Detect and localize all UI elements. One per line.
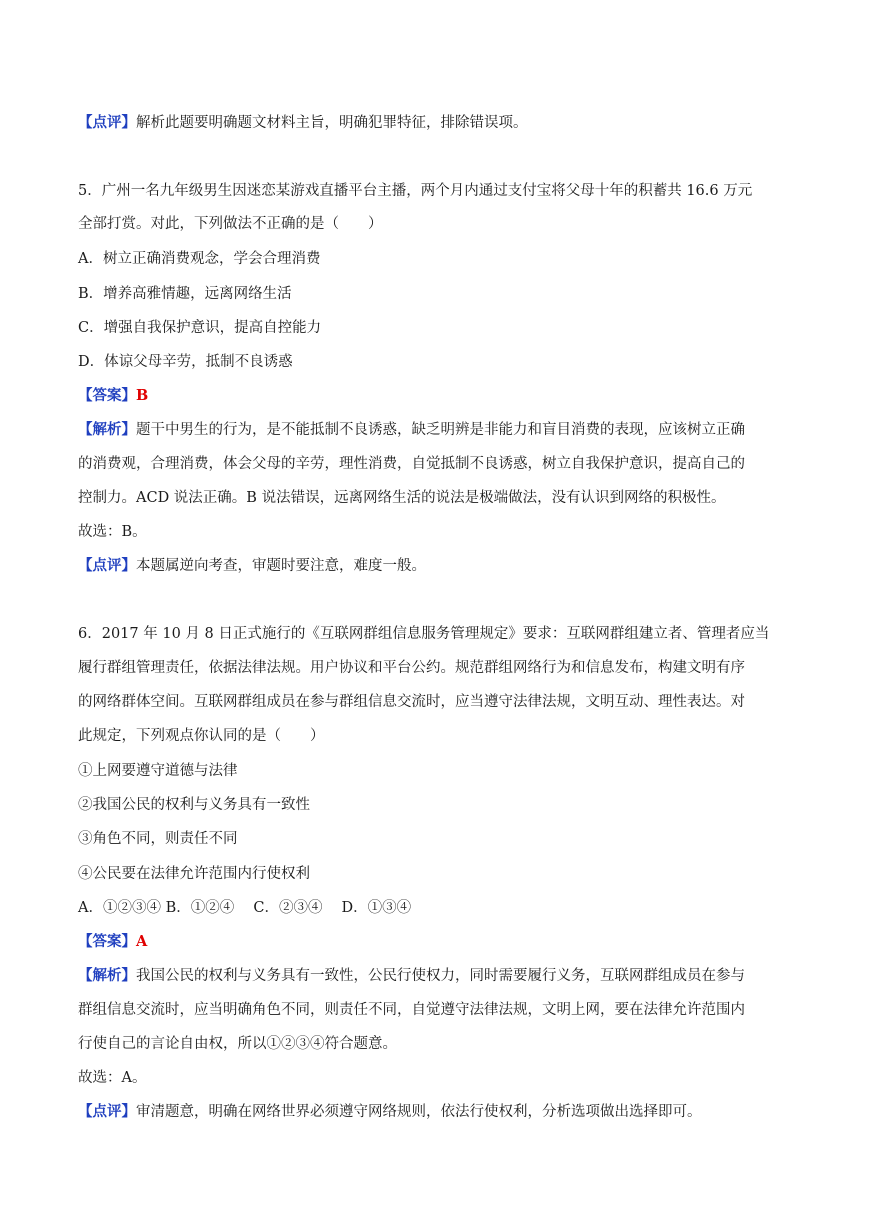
answer-tag: 【答案】 (78, 387, 136, 404)
q6-analysis-line-3: 行使自己的言论自由权，所以①②③④符合题意。 (78, 1036, 397, 1052)
q6-statement-4: ④公民要在法律允许范围内行使权利 (78, 866, 310, 882)
q6-statement-2: ②我国公民的权利与义务具有一致性 (78, 797, 310, 813)
q6-statement-1: ①上网要遵守道德与法律 (78, 763, 238, 779)
comment-text: 本题属逆向考查，审题时要注意，难度一般。 (136, 558, 426, 574)
q6-stem-line-4: 此规定，下列观点你认同的是（ ） (78, 728, 325, 744)
analysis-tag: 【解析】 (78, 421, 136, 438)
q5-analysis-line-2: 的消费观，合理消费，体会父母的辛劳，理性消费，自觉抵制不良诱惑，树立自我保护意识，提高自己的 (78, 456, 745, 472)
q6-answer (78, 932, 147, 952)
q6-choose: 故选：A。 (78, 1070, 147, 1086)
q5-comment (78, 556, 426, 576)
q5-analysis-line-3: 控制力。ACD 说法正确。B 说法错误，远离网络生活的说法是极端做法，没有认识到网络的积极性。 (78, 490, 726, 506)
comment-text: 审清题意，明确在网络世界必须遵守网络规则，依法行使权利，分析选项做出选择即可。 (136, 1104, 702, 1120)
q5-stem-line-1: 5．广州一名九年级男生因迷恋某游戏直播平台主播，两个月内通过支付宝将父母十年的积蓄共 16.6 万元 (78, 183, 753, 199)
q5-stem-line-2: 全部打赏。对此，下列做法不正确的是（ ） (78, 216, 383, 232)
q6-statement-3: ③角色不同，则责任不同 (78, 831, 238, 847)
q5-option-a: A．树立正确消费观念，学会合理消费 (78, 251, 321, 267)
analysis-tag: 【解析】 (78, 967, 136, 984)
answer-tag: 【答案】 (78, 933, 136, 950)
q4-comment (78, 113, 528, 133)
q5-answer (78, 386, 148, 406)
q6-analysis-line-2: 群组信息交流时，应当明确角色不同，则责任不同，自觉遵守法律法规，文明上网，要在法律允许范围内 (78, 1002, 745, 1018)
q5-option-b: B．增养高雅情趣，远离网络生活 (78, 286, 292, 302)
answer-value: A (136, 933, 148, 950)
q6-stem-line-3: 的网络群体空间。互联网群组成员在参与群组信息交流时，应当遵守法律法规，文明互动、理性表达。对 (78, 694, 745, 710)
q5-choose: 故选：B。 (78, 524, 147, 540)
q5-option-d: D．体谅父母辛劳，抵制不良诱惑 (78, 354, 293, 370)
comment-text: 解析此题要明确题文材料主旨，明确犯罪特征，排除错误项。 (136, 115, 528, 131)
q6-options: A．①②③④ B．①②④ C．②③④ D．①③④ (78, 900, 412, 916)
q6-analysis-line-1 (78, 966, 745, 986)
q6-stem-line-2: 履行群组管理责任，依据法律法规。用户协议和平台公约。规范群组网络行为和信息发布，构建文明有序 (78, 660, 745, 676)
answer-value: B (136, 387, 149, 404)
analysis-text: 题干中男生的行为，是不能抵制不良诱惑，缺乏明辨是非能力和盲目消费的表现，应该树立正确 (136, 422, 745, 438)
comment-tag: 【点评】 (78, 114, 136, 131)
q6-comment (78, 1102, 702, 1122)
q5-analysis-line-1 (78, 420, 745, 440)
analysis-text: 我国公民的权利与义务具有一致性，公民行使权力，同时需要履行义务，互联网群组成员在参与 (136, 968, 745, 984)
q6-stem-line-1: 6．2017 年 10 月 8 日正式施行的《互联网群组信息服务管理规定》要求：互联网群组建立者、管理者应当 (78, 626, 770, 642)
comment-tag: 【点评】 (78, 1103, 136, 1120)
comment-tag: 【点评】 (78, 557, 136, 574)
q5-option-c: C．增强自我保护意识，提高自控能力 (78, 320, 322, 336)
